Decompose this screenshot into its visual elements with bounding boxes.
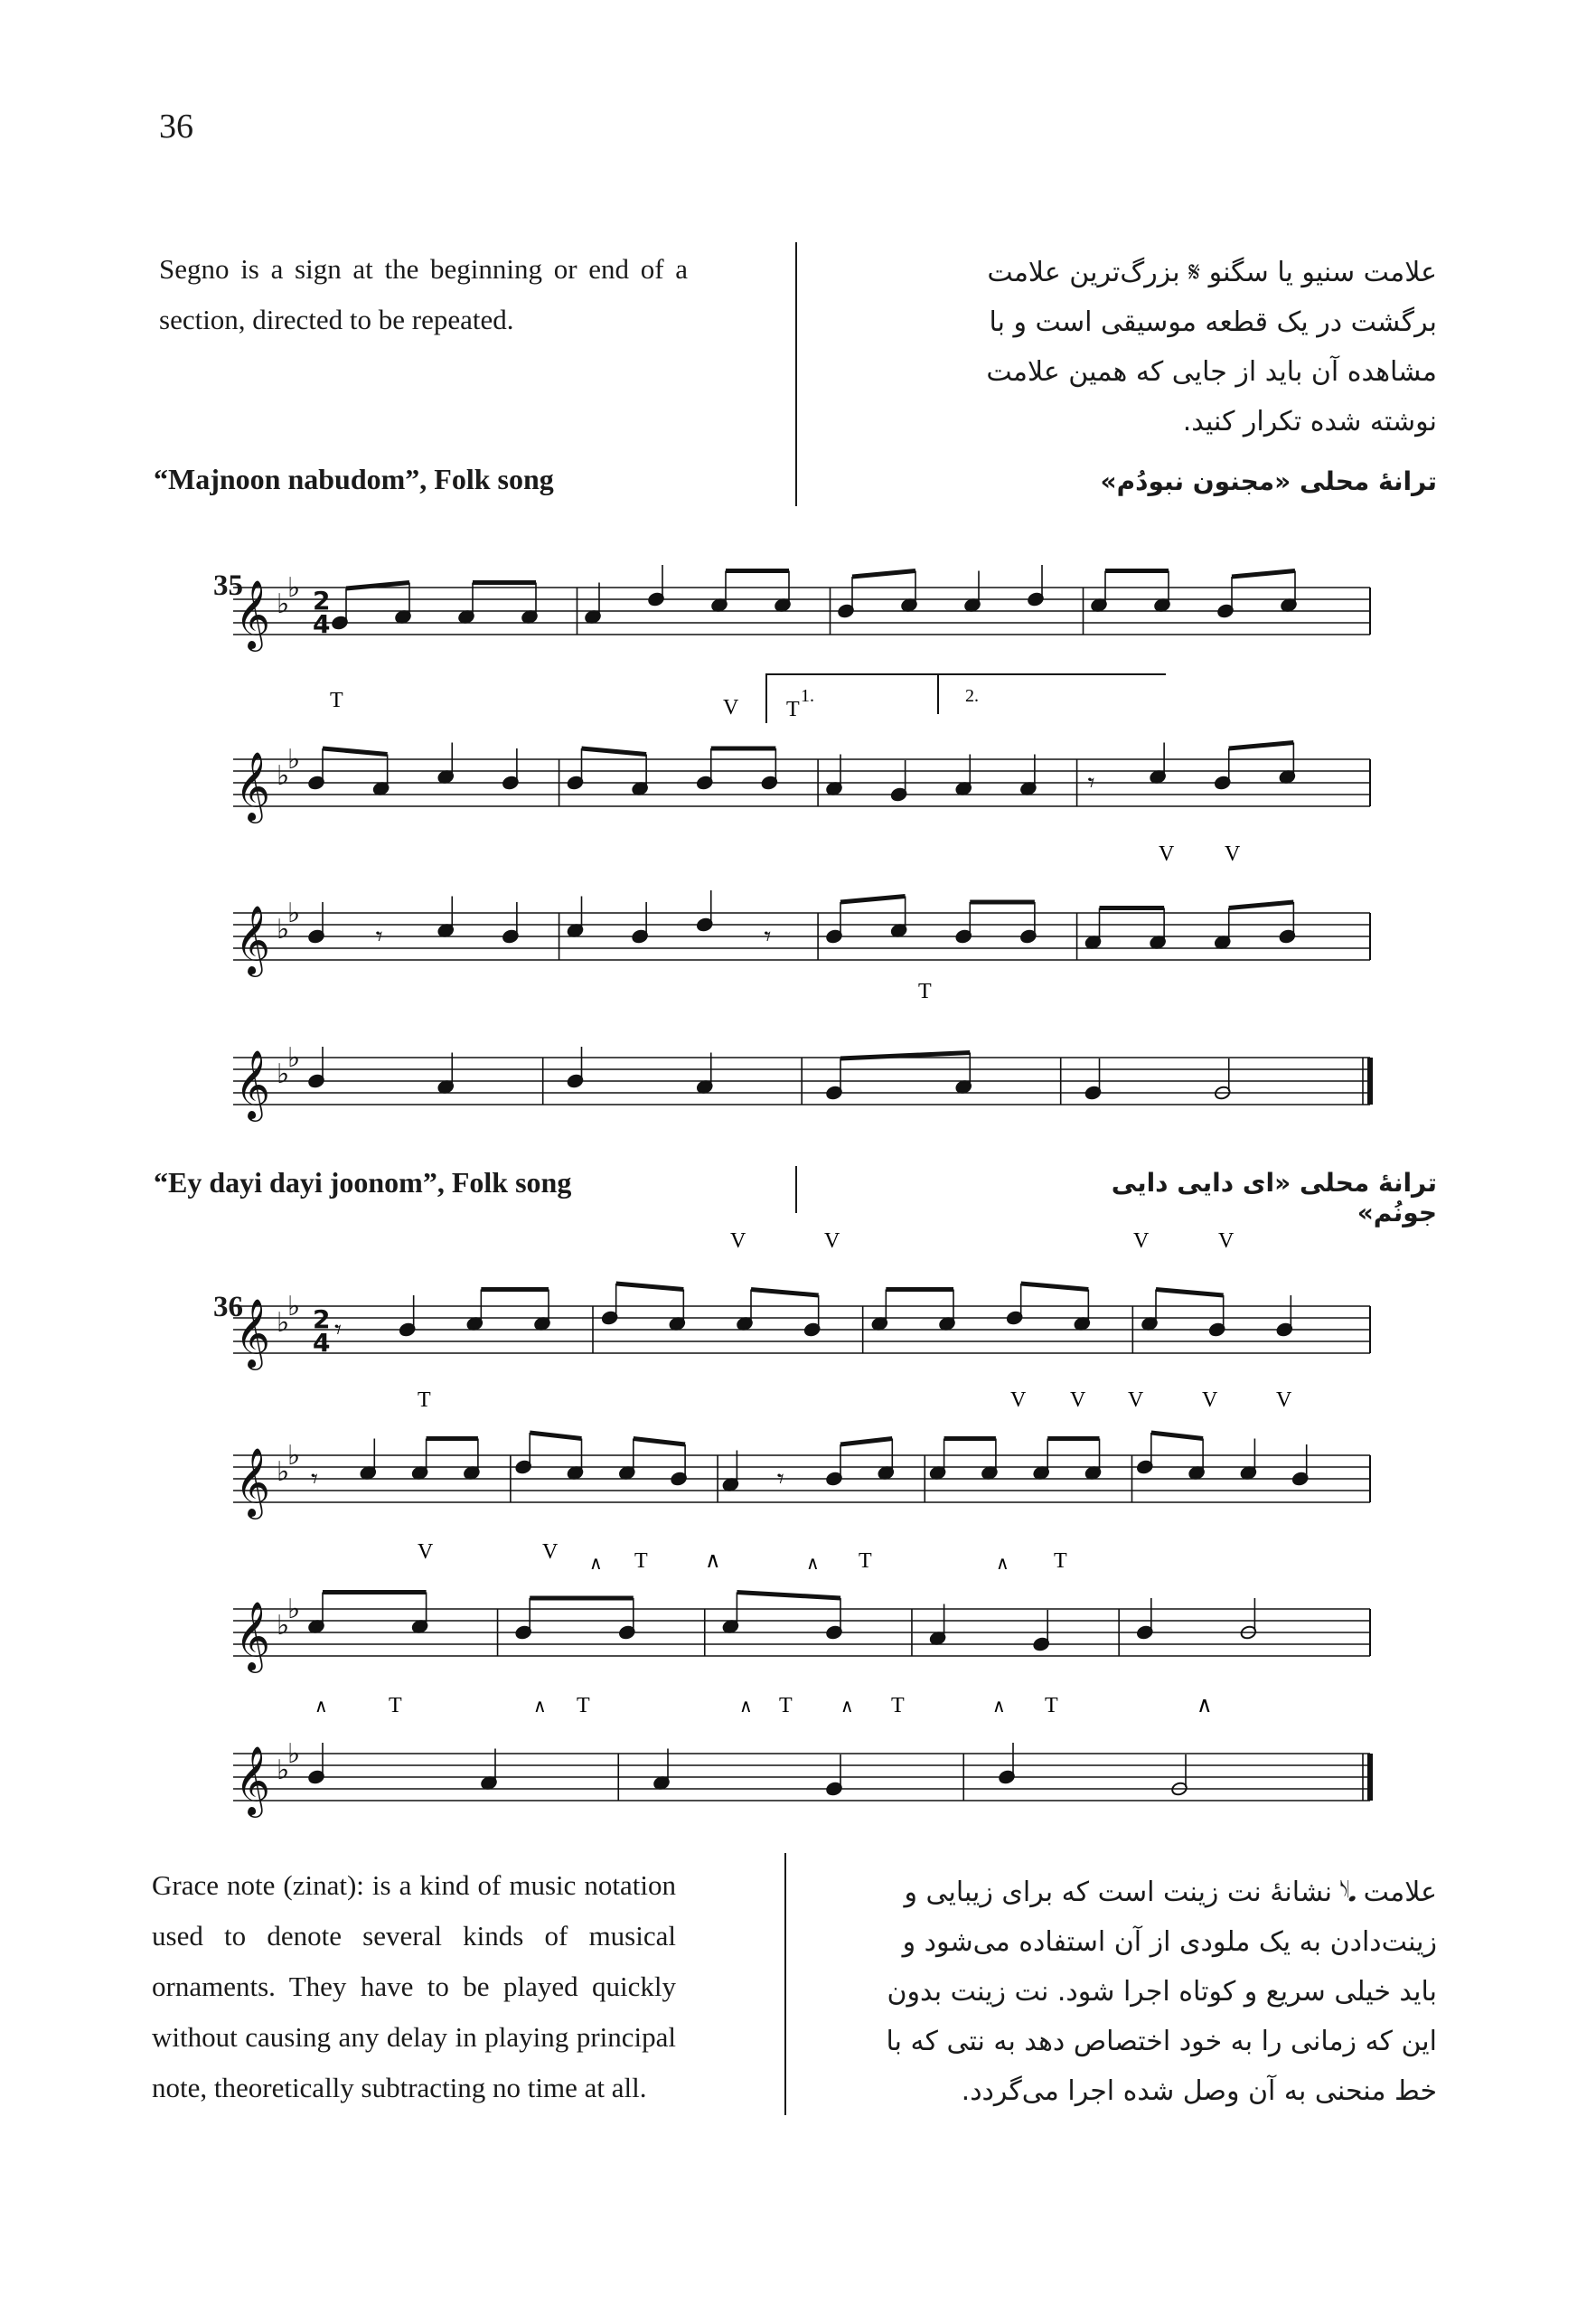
treble-clef: 𝄞	[235, 1745, 271, 1815]
song1-title-fa: ترانهٔ محلی «مجنون نبودُم»	[1100, 466, 1437, 496]
key-flat: ♭	[277, 914, 290, 945]
song2-title-fa: ترانهٔ محلی «ای دایی دایی جونُم»	[1111, 1168, 1437, 1228]
rest: 𝄾	[1087, 767, 1095, 799]
grace-note-text-en: Grace note (zinat): is a kind of music notation used to denote several kinds of musical ornaments. They have to be played quickly without causing any delay in playing principal note, theoretically subtracting no time at all.	[152, 1869, 676, 2103]
key-flat: ♭	[287, 572, 301, 604]
rest: 𝄾	[776, 1463, 784, 1495]
grace-accent-mark: ∧	[996, 1554, 1009, 1574]
grace-accent-mark: ∧	[533, 1697, 547, 1717]
grace-accent-mark: ∧	[315, 1697, 328, 1717]
trill-mark: T	[634, 1549, 648, 1573]
grace-accent-mark: ∧	[806, 1554, 820, 1574]
rest: 𝄾	[375, 921, 383, 953]
key-flat: ♭	[287, 1738, 301, 1770]
grace-accent-mark: ∧	[992, 1697, 1006, 1717]
treble-clef: 𝄞	[235, 905, 271, 974]
key-flat: ♭	[287, 1291, 301, 1322]
up-bow-mark: V	[1276, 1388, 1292, 1412]
up-bow-mark: V	[1133, 1229, 1150, 1253]
segno-text-fa: علامت سنیو یا سگنو 𝄋 بزرگ‌ترین علامت برگشت در یک قطعه موسیقی است و با مشاهده آن باید از جایی که همین علامت نوشته شده تکرار کنید.	[986, 257, 1437, 437]
page-number: 36	[159, 108, 193, 146]
up-bow-mark: V	[1010, 1388, 1027, 1412]
key-flat: ♭	[277, 1307, 290, 1339]
trill-mark: T	[918, 980, 932, 1003]
rest: 𝄾	[311, 1463, 318, 1495]
volta-1-label: 1.	[801, 686, 814, 706]
key-flat: ♭	[287, 1042, 301, 1074]
rest: 𝄾	[334, 1314, 342, 1346]
key-flat: ♭	[277, 1610, 290, 1641]
key-flat: ♭	[287, 898, 301, 929]
trill-mark: T	[859, 1549, 872, 1573]
trill-mark: T	[330, 689, 343, 712]
treble-clef: 𝄞	[235, 751, 271, 821]
up-bow-mark: V	[418, 1540, 434, 1564]
trill-mark: T	[779, 1694, 793, 1717]
up-bow-mark: V	[542, 1540, 559, 1564]
trill-mark: T	[1054, 1549, 1067, 1573]
up-bow-mark: V	[723, 696, 739, 720]
key-flat: ♭	[277, 760, 290, 792]
up-bow-mark: V	[1159, 842, 1175, 866]
rest: 𝄾	[764, 921, 772, 953]
key-flat: ♭	[277, 588, 290, 620]
key-flat: ♭	[277, 1456, 290, 1488]
up-bow-mark: V	[1128, 1388, 1144, 1412]
volta-2-label: 2.	[965, 686, 979, 706]
grace-accent-mark: ∧	[840, 1697, 854, 1717]
treble-clef: 𝄞	[235, 1447, 271, 1517]
treble-clef: 𝄞	[235, 1601, 271, 1670]
treble-clef: 𝄞	[235, 1298, 271, 1368]
trill-mark: T	[389, 1694, 402, 1717]
grace-accent-mark: ∧	[739, 1697, 753, 1717]
time-signature-bottom: 4	[313, 609, 331, 639]
up-bow-mark: V	[1225, 842, 1241, 866]
trill-mark: T	[1045, 1694, 1058, 1717]
song1-title-en: “Majnoon nabudom”, Folk song	[154, 463, 554, 495]
grace-note-text-fa: علامت 𝅘𝅥𝅮 نشانهٔ نت زینت است که برای زیبایی و زینت‌دادن به یک ملودی از آن استفاده می‌شود و باید خیلی سریع و کوتاه اجرا شود. نت زینت بدون این که زمانی را به خود اختصاص دهد به نتی که با خط منحنی به آن وصل شده اجرا می‌گردد.	[886, 1877, 1437, 2107]
up-bow-mark: V	[1218, 1229, 1235, 1253]
up-bow-mark: V	[1202, 1388, 1218, 1412]
accent-mark: ∧	[705, 1549, 721, 1573]
key-flat: ♭	[287, 1440, 301, 1472]
segno-text-en: Segno is a sign at the beginning or end of a section, directed to be repeated.	[159, 253, 688, 335]
column-divider	[784, 1853, 786, 2115]
key-flat: ♭	[277, 1058, 290, 1090]
example-number-36: 36	[213, 1291, 243, 1323]
key-flat: ♭	[287, 1594, 301, 1625]
up-bow-mark: V	[730, 1229, 746, 1253]
time-signature-top: 2	[313, 1304, 331, 1334]
time-signature-bottom: 4	[313, 1328, 331, 1358]
trill-mark: T	[891, 1694, 905, 1717]
song2-title-en: “Ey dayi dayi joonom”, Folk song	[154, 1166, 572, 1199]
up-bow-mark: V	[824, 1229, 840, 1253]
up-bow-mark: V	[1070, 1388, 1086, 1412]
trill-mark: T	[418, 1388, 431, 1412]
trill-mark: T	[577, 1694, 590, 1717]
grace-accent-mark: ∧	[589, 1554, 603, 1574]
trill-mark: T	[786, 698, 800, 721]
treble-clef: 𝄞	[235, 579, 271, 649]
time-signature-top: 2	[313, 586, 331, 616]
treble-clef: 𝄞	[235, 1049, 271, 1119]
accent-mark: ∧	[1197, 1694, 1213, 1717]
key-flat: ♭	[277, 1754, 290, 1786]
key-flat: ♭	[287, 744, 301, 776]
example-number-35: 35	[213, 569, 243, 602]
